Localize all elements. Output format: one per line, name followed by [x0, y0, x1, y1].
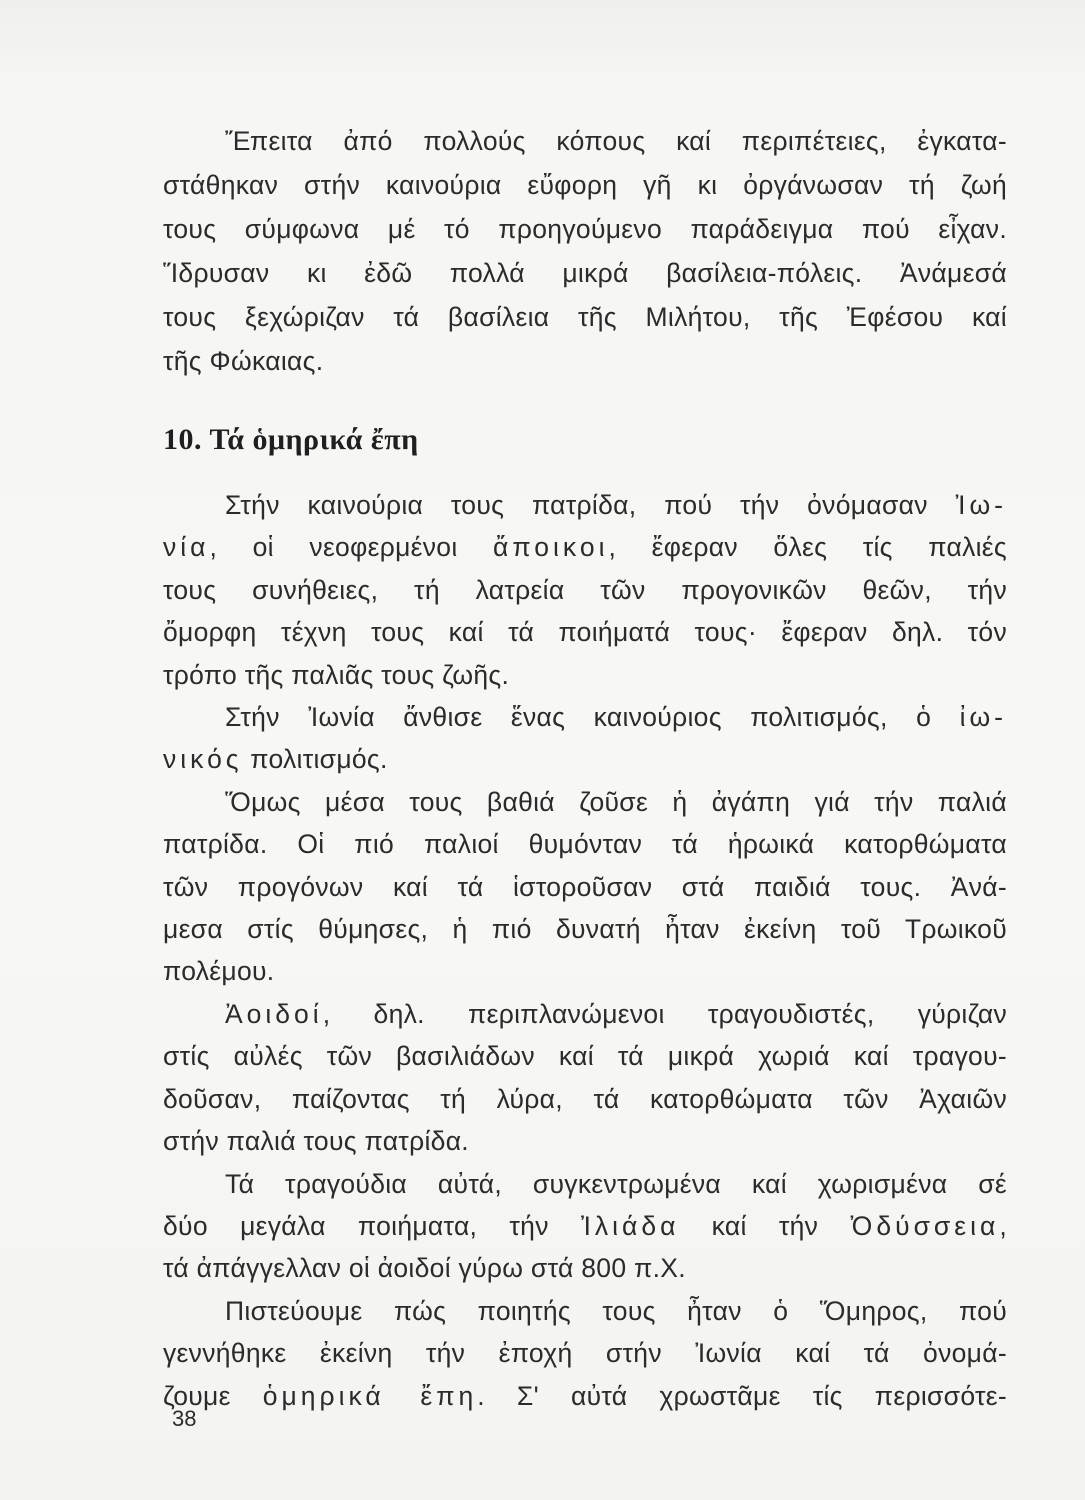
text-line: στήν παλιά τους πατρίδα.	[163, 1126, 469, 1157]
emphasized-term: νικός	[163, 744, 243, 775]
text-line: Ὅμως μέσα τους βαθιά ζοῦσε ἡ ἀγάπη γιά τήν παλιά	[225, 786, 1007, 817]
text-line: στίς αὐλές τῶν βασιλιάδων καί τά μικρά χωριά καί τραγου-	[163, 1041, 1007, 1072]
section-heading: 10. Τά ὁμηρικά ἔπη	[163, 423, 419, 456]
emphasized-term: ἰω-	[959, 702, 1007, 733]
page-number: 38	[172, 1406, 197, 1431]
emphasized-term: ὁμηρικά ἔπη	[262, 1380, 478, 1411]
text-line: δοῦσαν, παίζοντας τή λύρα, τά κατορθώματα τῶν Ἀχαιῶν	[163, 1083, 1007, 1114]
text-line: Ἵδρυσαν κι ἐδῶ πολλά μικρά βασίλεια-πόλεις. Ἀνάμεσά	[163, 258, 1007, 288]
text-line	[163, 1205, 1007, 1247]
emphasized-term: ἄποικοι	[493, 532, 609, 563]
text-segment: . Σ' αὐτά χρωστᾶμε τίς περισσότε-	[477, 1380, 1007, 1411]
text-line	[163, 484, 1007, 526]
text-line	[163, 1375, 1007, 1417]
text-line: τους ξεχώριζαν τά βασίλεια τῆς Μιλήτου, τῆς Ἐφέσου καί	[163, 302, 1007, 332]
emphasized-term: νία	[163, 532, 210, 563]
section-body	[163, 484, 1007, 1417]
text-line: Πιστεύουμε πώς ποιητής τους ἦταν ὁ Ὅμηρος, πού	[225, 1295, 1007, 1326]
text-segment: Στήν Ἰωνία ἄνθισε ἕνας καινούριος πολιτισμός, ὁ	[225, 702, 960, 733]
text-line: στάθηκαν στήν καινούρια εὔφορη γῆ κι ὀργάνωσαν τή ζωή	[163, 170, 1007, 200]
paragraph-intro	[163, 119, 1007, 383]
text-line: γεννήθηκε ἐκείνη τήν ἐποχή στήν Ἰωνία καί τά ὀνομά-	[163, 1338, 1007, 1369]
text-segment: δύο μεγάλα ποιήματα, τήν	[163, 1210, 581, 1241]
text-line: τρόπο τῆς παλιᾶς τους ζωῆς.	[163, 659, 510, 690]
text-line: μεσα στίς θύμησες, ἡ πιό δυνατή ἦταν ἐκείνη τοῦ Τρωικοῦ	[163, 914, 1007, 945]
text-line: τους συνήθειες, τή λατρεία τῶν προγονικῶν θεῶν, τήν	[163, 574, 1007, 605]
text-segment: , ἔφεραν ὅλες τίς παλιές	[608, 532, 1007, 563]
text-line: πατρίδα. Οἱ πιό παλιοί θυμόνταν τά ἡρωικά κατορθώματα	[163, 829, 1007, 860]
text-line: ὄμορφη τέχνη τους καί τά ποιήματά τους· ἔφεραν δηλ. τόν	[163, 617, 1007, 648]
text-line: πολέμου.	[163, 956, 275, 987]
text-line	[163, 738, 1007, 780]
text-line: Ἔπειτα ἀπό πολλούς κόπους καί περιπέτειες, ἐγκατα-	[225, 126, 1007, 156]
text-line: τους σύμφωνα μέ τό προηγούμενο παράδειγμα πού εἶχαν.	[163, 214, 1007, 244]
text-segment: , οἱ νεοφερμένοι	[209, 532, 494, 563]
text-segment: Στήν καινούρια τους πατρίδα, πού τήν ὀνόμασαν	[225, 490, 956, 520]
text-line: Τά τραγούδια αὐτά, συγκεντρωμένα καί χωρισμένα σέ	[225, 1168, 1007, 1199]
text-line: τά ἀπάγγελλαν οἱ ἀοιδοί γύρω στά 800 π.Χ.	[163, 1253, 686, 1284]
text-line: τῶν προγόνων καί τά ἱστοροῦσαν στά παιδιά τους. Ἀνά-	[163, 871, 1007, 902]
text-segment: ζουμε	[163, 1380, 263, 1411]
text-line	[163, 526, 1007, 568]
text-segment: , δηλ. περιπλανώμενοι τραγουδιστές, γύριζαν	[322, 998, 1007, 1029]
text-line	[163, 993, 1007, 1035]
emphasized-term: Ἰλιάδα	[580, 1210, 680, 1241]
emphasized-term: Ἰω-	[955, 490, 1007, 520]
emphasized-term: Ὀδύσσεια	[850, 1210, 1000, 1241]
text-line	[163, 696, 1007, 738]
emphasized-term: Ἀοιδοί	[225, 998, 323, 1029]
text-segment: ,	[999, 1210, 1007, 1241]
text-line: τῆς Φώκαιας.	[163, 346, 324, 376]
text-segment: πολιτισμός.	[242, 744, 388, 775]
text-segment: καί τήν	[679, 1210, 851, 1241]
